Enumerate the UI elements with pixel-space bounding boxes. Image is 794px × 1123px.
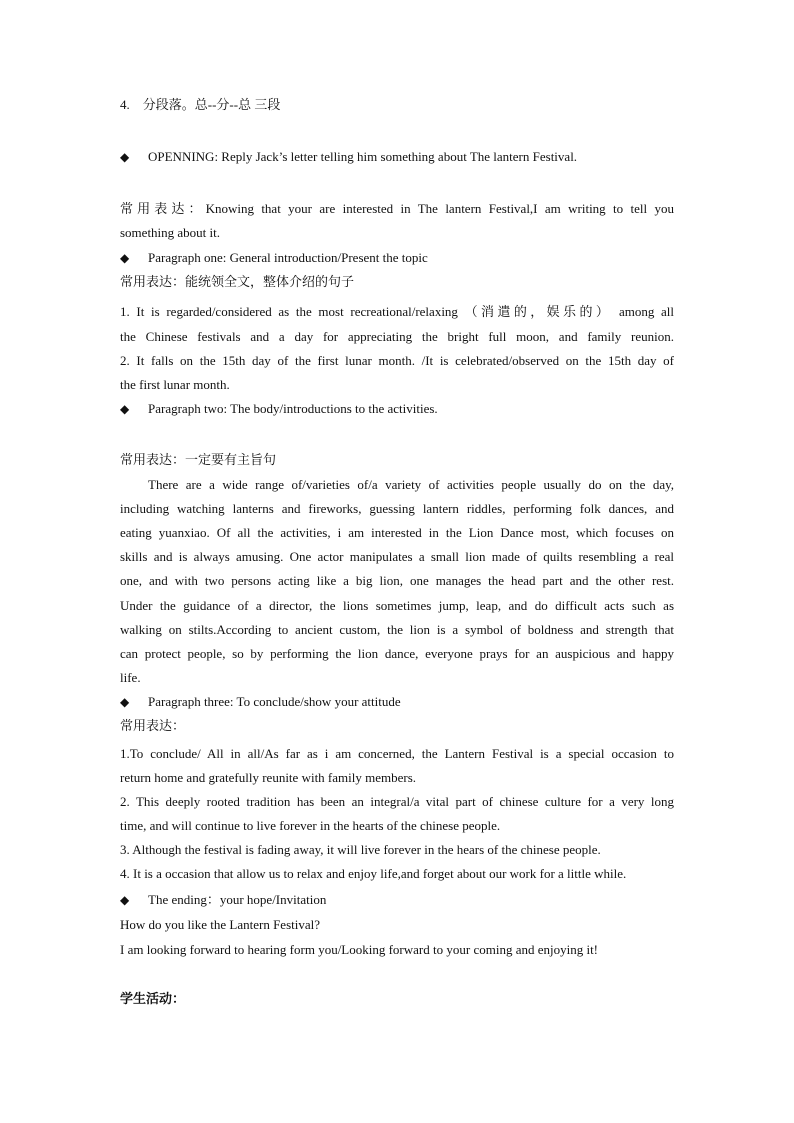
section-heading: 4. 分段落。总--分--总 三段 [120, 97, 281, 112]
conclusion-1-line1: 1.To conclude/ All in all/As far as i am concerned, the Lantern Festival is a special occasion to [120, 746, 674, 761]
expr1-line1: 常用表达：Knowing that your are interested in The lantern Festival,I am writing to tell you [120, 201, 674, 216]
opening-bullet [120, 145, 674, 169]
expr2-heading: 常用表达：能统领全文，整体介绍的句子 [120, 274, 355, 289]
p1-s2-line2: the first lunar month. [120, 377, 230, 392]
conclusion-4: 4. It is a occasion that allow us to relax and enjoy life,and forget about our work for a little while. [120, 866, 627, 881]
para3-bullet [120, 690, 674, 714]
ending-closing: I am looking forward to hearing form you/Looking forward to your coming and enjoying it! [120, 942, 599, 957]
expr4-heading: 常用表达： [120, 718, 186, 733]
student-activity-heading: 学生活动： [120, 992, 186, 1007]
para2-bullet [120, 397, 674, 421]
para3-heading: Paragraph three: To conclude/show your attitude [148, 694, 401, 709]
conclusion-3: 3. Although the festival is fading away, it will live forever in the hears of the chinese people. [120, 842, 601, 857]
p1-s1-line2: the Chinese festivals and a day for appreciating the bright full moon, and family reunion. [120, 329, 674, 344]
body-line: skills and is always amusing. One actor manipulates a small lion made of quilts resembling a real [120, 549, 674, 564]
conclusion-2-line2: time, and will continue to live forever in the hearts of the chinese people. [120, 818, 501, 833]
body-line: one, and with two persons acting like a big lion, one manages the head part and the other rest. [120, 573, 674, 588]
para2-heading: Paragraph two: The body/introductions to the activities. [148, 401, 438, 416]
expr3-heading: 常用表达：一定要有主旨句 [120, 452, 277, 467]
ending-question: How do you like the Lantern Festival? [120, 917, 321, 932]
p1-s1-line1: 1. It is regarded/considered as the most recreational/relaxing （消遣的，娱乐的） among all [120, 304, 674, 319]
body-line: eating yuanxiao. Of all the activities, i am interested in the Lion Dance most, which focuses on [120, 525, 674, 540]
body-line: There are a wide range of/varieties of/a variety of activities people usually do on the day, [148, 477, 674, 492]
para1-heading: Paragraph one: General introduction/Present the topic [148, 250, 428, 265]
body-line: including watching lanterns and fireworks, guessing lantern riddles, performing folk dances, and [120, 501, 674, 516]
conclusion-1-line2: return home and gratefully reunite with family members. [120, 770, 417, 785]
expr1-line2: something about it. [120, 225, 221, 240]
ending-heading: The ending：your hope/Invitation [148, 892, 327, 907]
para1-bullet [120, 246, 674, 270]
conclusion-2-line1: 2. This deeply rooted tradition has been an integral/a vital part of chinese culture for a very long [120, 794, 674, 809]
p1-s2-line1: 2. It falls on the 15th day of the first lunar month. /It is celebrated/observed on the 15th day of [120, 353, 674, 368]
body-line: walking on stilts.According to ancient custom, the lion is a symbol of boldness and strength that [120, 622, 674, 637]
body-line: can protect people, so by performing the lion dance, everyone prays for an auspicious and happy [120, 646, 674, 661]
body-line: Under the guidance of a director, the lions sometimes jump, leap, and do difficult acts such as [120, 598, 674, 613]
ending-bullet [120, 888, 674, 912]
opening-text: OPENNING: Reply Jack’s letter telling him something about The lantern Festival. [148, 149, 578, 164]
body-line: life. [120, 670, 141, 685]
